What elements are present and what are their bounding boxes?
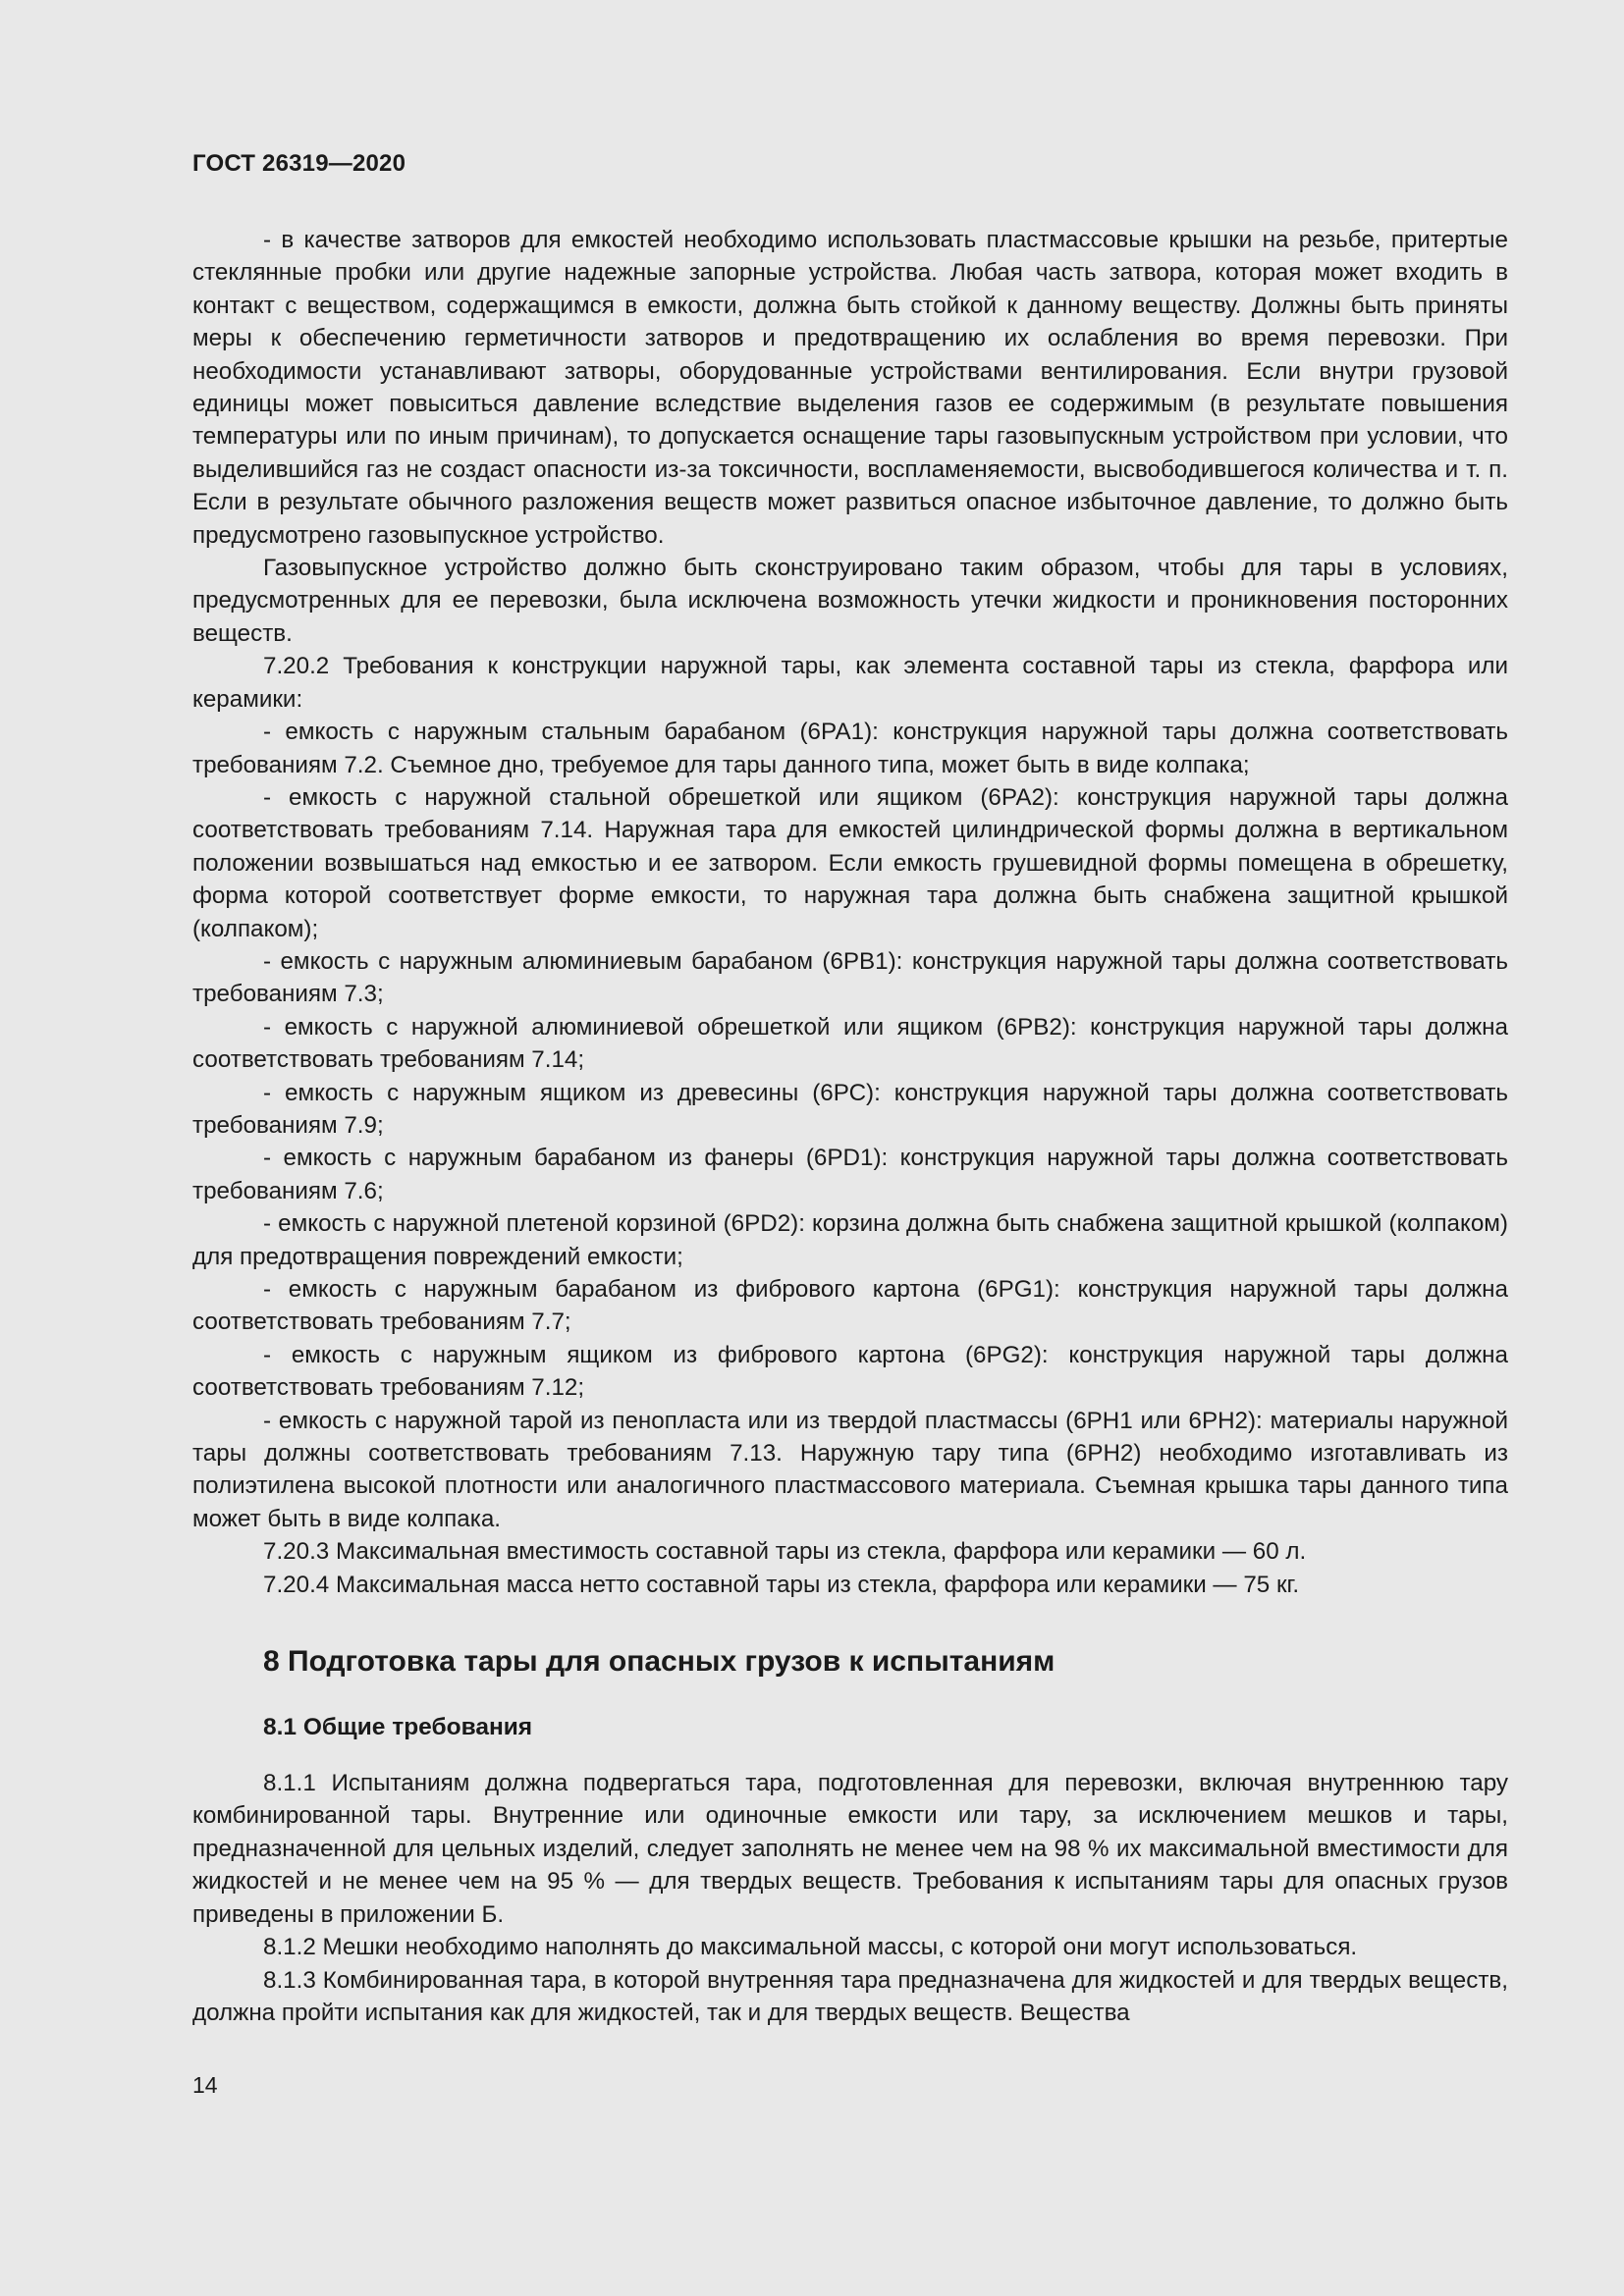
list-item: - емкость с наружным стальным барабаном (6РА1): конструкция наружной тары должна соответствовать требованиям 7.2. Съемное дно, требуемое для тары данного типа, может быть в виде колпака; xyxy=(192,719,1508,778)
paragraph: 7.20.3 Максимальная вместимость составной тары из стекла, фарфора или керамики — 60 л. xyxy=(263,1538,1307,1566)
list-item: - емкость с наружным ящиком из фибрового картона (6PG2): конструкция наружной тары должна соответствовать требованиям 7.12; xyxy=(192,1341,1508,1402)
paragraph: 8.1.1 Испытаниям должна подвергаться тара, подготовленная для перевозки, включая внутреннюю тару комбинированной тары. Внутренние или одиночные емкости или тару, за исключением мешков и тары, предназначенной для цельных изделий, следует заполнять не менее чем на 98 % их максимальной вместимости для жидкостей и не менее чем на 95 % — для твердых веществ. Требования к испытаниям тары для опасных грузов приведены в приложении Б. xyxy=(192,1770,1508,1928)
list-item: - емкость с наружным ящиком из древесины (6РС): конструкция наружной тары должна соответствовать требованиям 7.9; xyxy=(192,1079,1508,1139)
list-item: - емкость с наружным алюминиевым барабаном (6РВ1): конструкция наружной тары должна соответствовать требованиям 7.3; xyxy=(192,947,1508,1008)
paragraph: 7.20.2 Требования к конструкции наружной тары, как элемента составной тары из стекла, фарфора или керамики: xyxy=(192,653,1508,713)
paragraph: 8.1.3 Комбинированная тара, в которой внутренняя тара предназначена для жидкостей и для твердых веществ, должна пройти испытания как для жидкостей, так и для твердых веществ. Вещества xyxy=(192,1966,1508,2026)
list-item: - емкость с наружной стальной обрешеткой или ящиком (6РА2): конструкция наружной тары должна соответствовать требованиям 7.14. Наружная тара для емкостей цилиндрической формы должна в вертикальном положении возвышаться над емкостью и ее затвором. Если емкость грушевидной формы помещена в обрешетку, форма которой соответствует форме емкости, то наружная тара должна быть снабжена защитной крышкой (колпаком); xyxy=(192,783,1508,942)
list-item: - емкость с наружным барабаном из фибрового картона (6PG1): конструкция наружной тары должна соответствовать требованиям 7.7; xyxy=(192,1276,1508,1336)
paragraph: Газовыпускное устройство должно быть сконструировано таким образом, чтобы для тары в условиях, предусмотренных для ее перевозки, была исключена возможность утечки жидкости и проникновения посторонних веществ. xyxy=(192,555,1508,647)
paragraph: 8.1.2 Мешки необходимо наполнять до максимальной массы, с которой они могут использоваться. xyxy=(263,1934,1358,1961)
section-heading: 8 Подготовка тары для опасных грузов к испытаниям xyxy=(263,1645,1056,1679)
paragraph: - в качестве затворов для емкостей необходимо использовать пластмассовые крышки на резьбе, притертые стеклянные пробки или другие надежные запорные устройства. Любая часть затвора, которая может входить в контакт с веществом, содержащимся в емкости, должна быть стойкой к данному веществу. Должны быть приняты меры к обеспечению герметичности затворов и предотвращению их ослабления во время перевозки. При необходимости устанавливают затворы, оборудованные устройствами вентилирования. Если внутри грузовой единицы может повыситься давление вследствие выделения газов ее содержимым (в результате повышения температуры или по иным причинам), то допускается оснащение тары газовыпускным устройством при условии, что выделившийся газ не создаст опасности из-за токсичности, воспламеняемости, высвободившегося количества и т. п. Если в результате обычного разложения веществ может развиться опасное избыточное давление, то должно быть предусмотрено газовыпускное устройство. xyxy=(192,227,1508,549)
list-item: - емкость с наружным барабаном из фанеры (6PD1): конструкция наружной тары должна соответствовать требованиям 7.6; xyxy=(192,1145,1508,1204)
subsection-heading: 8.1 Общие требования xyxy=(263,1714,533,1741)
page-content xyxy=(192,224,1508,2029)
paragraph: 7.20.4 Максимальная масса нетто составной тары из стекла, фарфора или керамики — 75 кг. xyxy=(263,1571,1300,1598)
page-number: 14 xyxy=(192,2072,218,2098)
document-header: ГОСТ 26319—2020 xyxy=(192,150,406,177)
list-item: - емкость с наружной алюминиевой обрешеткой или ящиком (6РВ2): конструкция наружной тары должна соответствовать требованиям 7.14; xyxy=(192,1013,1508,1074)
list-item: - емкость с наружной плетеной корзиной (6PD2): корзина должна быть снабжена защитной крышкой (колпаком) для предотвращения повреждений емкости; xyxy=(192,1210,1508,1270)
list-item: - емкость с наружной тарой из пенопласта или из твердой пластмассы (6РН1 или 6РН2): материалы наружной тары должны соответствовать требованиям 7.13. Наружную тару типа (6РН2) необходимо изготавливать из полиэтилена высокой плотности или аналогичного пластмассового материала. Съемная крышка тары данного типа может быть в виде колпака. xyxy=(192,1407,1508,1532)
